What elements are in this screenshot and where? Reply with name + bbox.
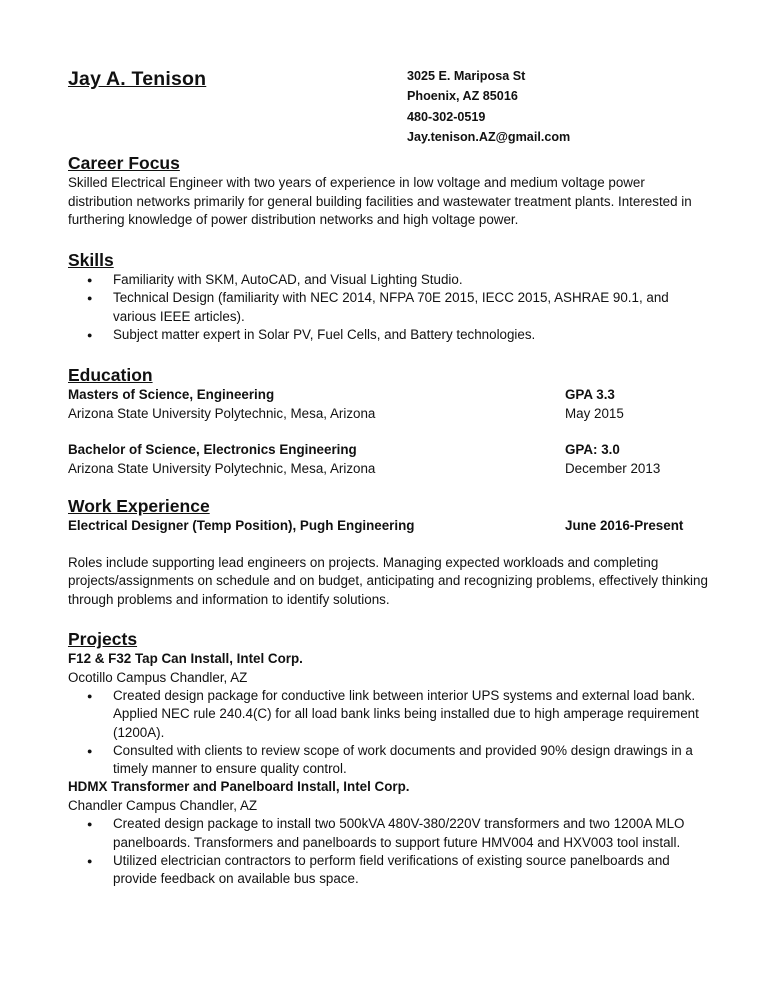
education-entry-1-details xyxy=(68,405,708,424)
email-address: Jay.tenison.AZ@gmail.com xyxy=(407,129,571,144)
work-entry-header xyxy=(68,517,708,536)
skills-list xyxy=(68,271,708,344)
graduation-date: May 2015 xyxy=(565,405,624,421)
education-section xyxy=(68,364,708,478)
school-name: Arizona State University Polytechnic, Mesa, Arizona xyxy=(68,460,376,476)
address-line-1: 3025 E. Mariposa St xyxy=(407,69,526,83)
project-location: Chandler Campus Chandler, AZ xyxy=(68,797,258,813)
school-name: Arizona State University Polytechnic, Mesa, Arizona xyxy=(68,405,376,421)
project-title: F12 & F32 Tap Can Install, Intel Corp. xyxy=(68,651,303,666)
gpa: GPA: 3.0 xyxy=(565,442,620,457)
career-focus-text: Skilled Electrical Engineer with two years of experience in low voltage and medium voltage power distribution networks primarily for general building facilities and wastewater treatment plants. Interested in furthering knowledge of power distribution networks and high voltage power. xyxy=(68,175,692,227)
contact-block xyxy=(407,66,570,147)
job-description: Roles include supporting lead engineers on projects. Managing expected workloads and completing projects/assignments on schedule and on budget, anticipating and recognizing problems, effectively thinking through problems and information to identify solutions. xyxy=(68,554,708,607)
job-title: Electrical Designer (Temp Position), Pugh Engineering xyxy=(68,518,415,533)
degree-title: Bachelor of Science, Electronics Engineering xyxy=(68,442,357,457)
phone-number: 480-302-0519 xyxy=(407,109,486,124)
project-bullet: ● Utilized electrician contractors to perform field verifications of existing source panelboards and provide feedback on available bus space. xyxy=(68,852,708,889)
education-entry-1-header xyxy=(68,386,708,405)
project-bullet: ● Consulted with clients to review scope of work documents and provided 90% design drawings in a timely manner to ensure quality control. xyxy=(68,742,708,779)
graduation-date: December 2013 xyxy=(565,460,661,476)
skill-item: ● Familiarity with SKM, AutoCAD, and Visual Lighting Studio. xyxy=(68,271,708,289)
address-line-2: Phoenix, AZ 85016 xyxy=(407,89,518,104)
projects-section xyxy=(68,628,708,889)
project-title: HDMX Transformer and Panelboard Install, Intel Corp. xyxy=(68,779,410,795)
job-dates: June 2016-Present xyxy=(565,518,684,533)
work-experience-section xyxy=(68,495,708,609)
project-bullets xyxy=(68,815,708,888)
skills-section xyxy=(68,249,708,344)
education-entry-2-header xyxy=(68,441,708,460)
skill-item: ● Subject matter expert in Solar PV, Fuel Cells, and Battery technologies. xyxy=(68,326,708,344)
project-bullet: ● Created design package to install two 500kVA 480V-380/220V transformers and two 1200A MLO panelboards. Transformers and panelboards to support future HMV004 and HXV003 tool install. xyxy=(68,815,708,852)
degree-title: Masters of Science, Engineering xyxy=(68,387,275,402)
education-entry-2-details xyxy=(68,460,708,479)
skills-heading: Skills xyxy=(68,250,114,270)
education-heading: Education xyxy=(68,365,153,385)
project-location: Ocotillo Campus Chandler, AZ xyxy=(68,669,248,685)
projects-heading: Projects xyxy=(68,629,138,649)
applicant-name: Jay A. Tenison xyxy=(68,68,207,90)
work-experience-heading: Work Experience xyxy=(68,496,210,516)
gpa: GPA 3.3 xyxy=(565,387,615,402)
career-focus-heading: Career Focus xyxy=(68,153,180,173)
career-focus-section xyxy=(68,152,708,230)
project-bullets xyxy=(68,687,708,778)
skill-item: ● Technical Design (familiarity with NEC 2014, NFPA 70E 2015, IECC 2015, ASHRAE 90.1, and various IEEE articles). xyxy=(68,289,708,326)
project-bullet: ● Created design package for conductive link between interior UPS systems and external load bank. Applied NEC rule 240.4(C) for all load bank links being installed due to high amperage requirement (1200A). xyxy=(68,687,708,742)
